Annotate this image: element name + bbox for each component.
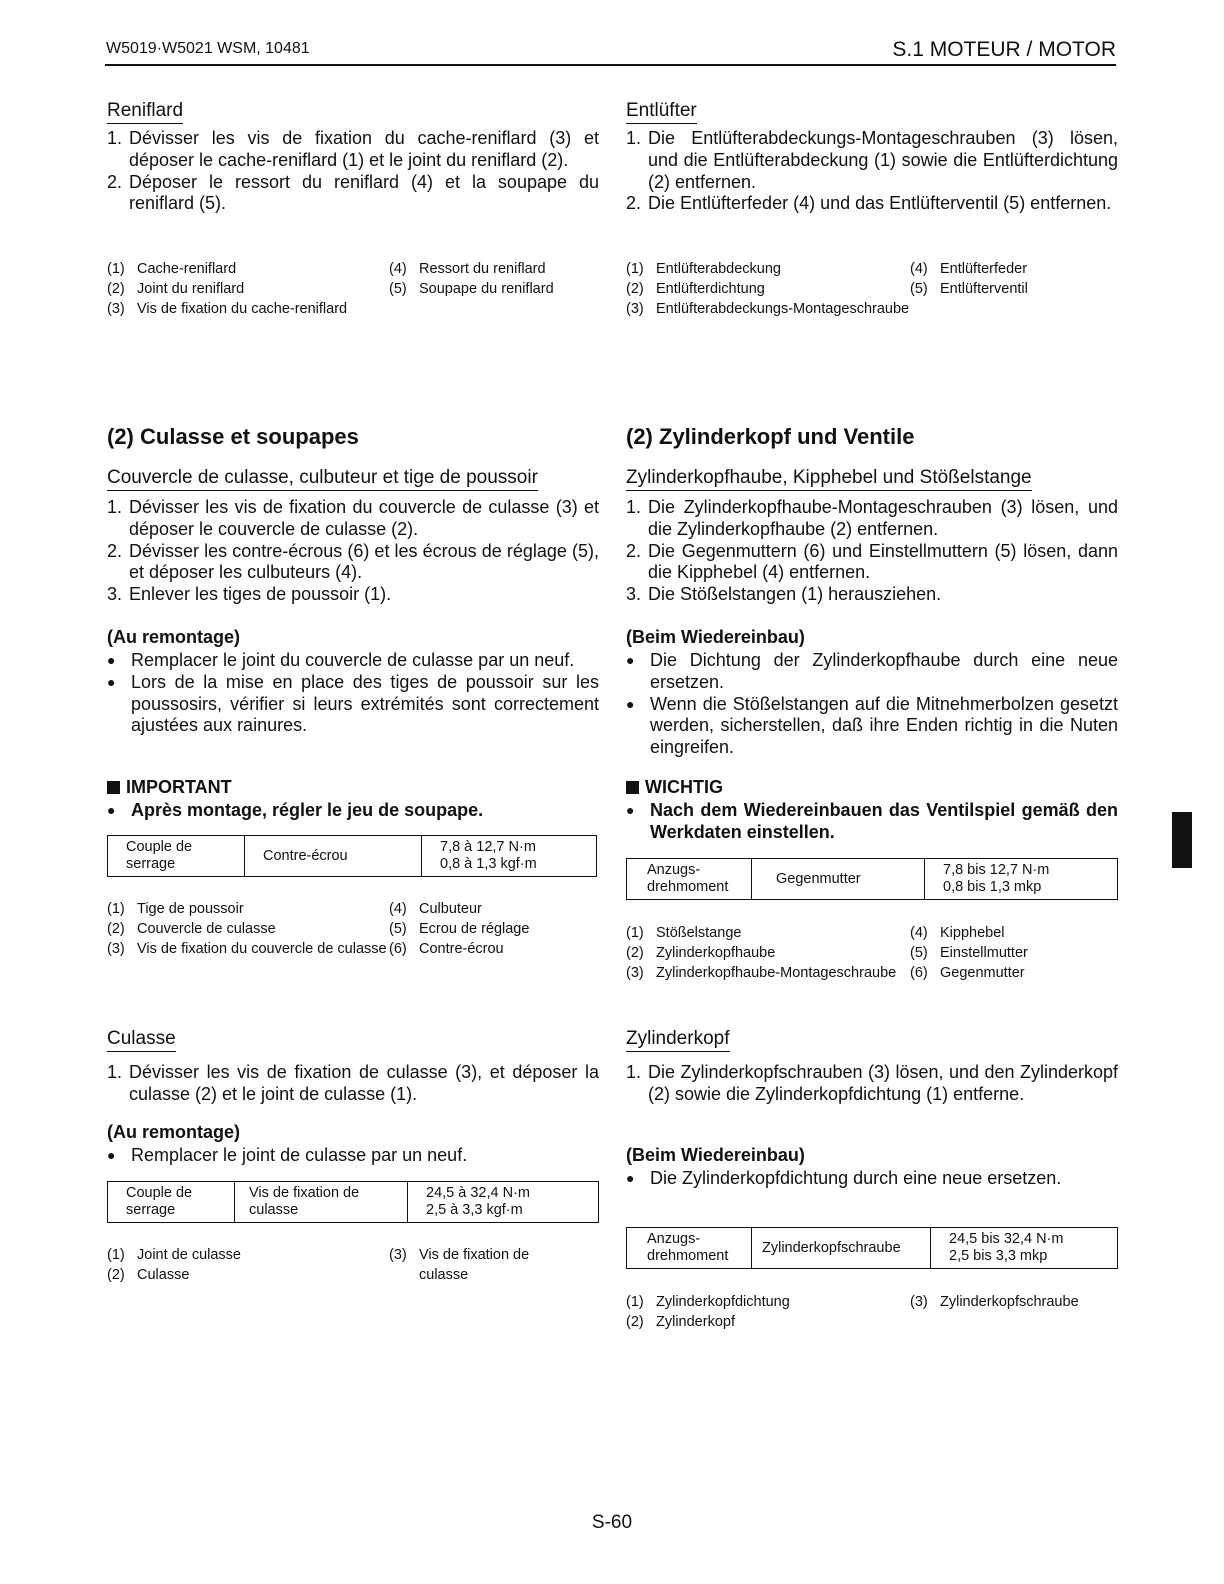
- bullet-text: Lors de la mise en place des tiges de poussoir sur les poussosirs, vérifier si leurs extrémités sont correctement ajustées aux rainures.: [131, 671, 599, 736]
- header-rule: [105, 64, 1116, 66]
- torque-part: Vis de fixation de culasse: [235, 1182, 408, 1223]
- legend-text: Zylinderkopfschraube: [940, 1294, 1079, 1310]
- torque-part: Zylinderkopfschraube: [752, 1228, 931, 1269]
- bullet-icon: ●: [626, 802, 635, 818]
- legend-right: [389, 259, 554, 319]
- legend-item: [910, 943, 1028, 963]
- remontage-heading: (Beim Wiedereinbau): [626, 627, 805, 647]
- step-item: [626, 541, 1118, 585]
- legend-text: Zylinderkopf: [656, 1314, 735, 1330]
- legend-item: [910, 923, 1028, 943]
- step-item: [626, 1062, 1118, 1106]
- legend-number: (5): [389, 281, 407, 297]
- legend-number: (2): [626, 1314, 644, 1330]
- legend-right: [389, 899, 529, 959]
- step-number: 1.: [107, 497, 123, 517]
- legend-text: Zylinderkopfhaube-Montageschraube: [656, 965, 897, 981]
- legend-text: Zylinderkopfdichtung: [656, 1294, 790, 1310]
- torque-value-mkp: 2,5 bis 3,3 mkp: [949, 1248, 1048, 1264]
- important-bullets: [107, 800, 599, 822]
- legend-text: Entlüfterabdeckungs-Montageschraube: [656, 301, 910, 317]
- torque-value-nm: 24,5 à 32,4 N·m: [426, 1185, 530, 1201]
- legend-number: (2): [107, 921, 125, 937]
- legend-number: (1): [107, 261, 125, 277]
- bullet-icon: ●: [107, 652, 116, 668]
- reniflard-steps: [107, 128, 599, 215]
- step-text: Dévisser les vis de fixation du cache-reniflard (3) et déposer le cache-reniflard (1) et le joint du reniflard (2).: [129, 128, 599, 170]
- remontage-bullets: [107, 650, 599, 737]
- legend-number: (3): [910, 1294, 928, 1310]
- legend-left: [626, 259, 910, 319]
- legend-text: Joint du reniflard: [137, 281, 245, 297]
- bullet-text: Wenn die Stößelstangen auf die Mitnehmerbolzen gesetzt werden, sicherstellen, daß ihre Enden richtig in die Nuten eingreifen.: [650, 693, 1118, 758]
- legend-number: (5): [910, 945, 928, 961]
- legend-item: [107, 259, 389, 279]
- legend-text: Gegenmutter: [940, 965, 1025, 981]
- legend-item: [107, 1265, 389, 1285]
- step-number: 3.: [626, 584, 642, 605]
- torque-label: Anzugs-drehmoment: [627, 859, 752, 900]
- torque-table: [626, 858, 1118, 900]
- step-item: [107, 1062, 599, 1106]
- bullet-icon: ●: [626, 652, 635, 668]
- legend-number: (1): [626, 261, 644, 277]
- culasse-legend: [107, 1245, 599, 1285]
- step-item: [626, 128, 1118, 193]
- legend-number: (3): [626, 301, 644, 317]
- step-text: Die Entlüfterabdeckungs-Montageschrauben (3) lösen, und die Entlüfterabdeckung (1) sowie die Entlüfterdichtung (2) entfernen.: [648, 128, 1118, 192]
- step-number: 1.: [626, 1062, 642, 1082]
- haube-legend: [626, 923, 1118, 983]
- legend-item: [626, 1292, 910, 1312]
- step-text: Dévisser les vis de fixation de culasse (3), et déposer la culasse (2) et le joint de culasse (1).: [129, 1062, 599, 1104]
- reniflard-section: [107, 100, 599, 215]
- culasse-title: Culasse: [107, 1028, 176, 1052]
- legend-item: [389, 279, 554, 299]
- bullet-item: [626, 1168, 1118, 1190]
- step-number: 3.: [107, 584, 123, 605]
- torque-value-mkp: 0,8 bis 1,3 mkp: [943, 879, 1042, 895]
- step-text: Die Entlüfterfeder (4) und das Entlüfterventil (5) entfernen.: [648, 193, 1112, 214]
- legend-number: (2): [107, 1267, 125, 1283]
- legend-text: Entlüfterdichtung: [656, 281, 765, 297]
- legend-number: (5): [910, 281, 928, 297]
- torque-part: Contre-écrou: [245, 836, 422, 877]
- legend-right: [910, 923, 1028, 983]
- legend-left: [107, 899, 389, 959]
- legend-text: Kipphebel: [940, 925, 1005, 941]
- step-item: [107, 172, 599, 216]
- torque-values: [925, 859, 1118, 900]
- reniflard-title: Reniflard: [107, 100, 183, 124]
- legend-left: [626, 1292, 910, 1332]
- bullet-item: [107, 650, 599, 672]
- legend-item: [107, 299, 389, 319]
- legend-text: Stößelstange: [656, 925, 742, 941]
- bullet-text: Die Zylinderkopfdichtung durch eine neue ersetzen.: [650, 1168, 1062, 1188]
- bullet-icon: ●: [626, 695, 635, 712]
- legend-text: Culbuteur: [419, 901, 482, 917]
- legend-item: [389, 899, 529, 919]
- bullet-text: Remplacer le joint du couvercle de culasse par un neuf.: [131, 650, 575, 670]
- legend-right: [389, 1245, 559, 1285]
- torque-table: [626, 1227, 1118, 1269]
- legend-item: [626, 279, 910, 299]
- legend-left: [107, 259, 389, 319]
- legend-left: [107, 1245, 389, 1285]
- legend-text: Vis de fixation de culasse: [419, 1247, 530, 1283]
- legend-item: [910, 259, 1028, 279]
- step-item: [107, 541, 599, 585]
- legend-item: [389, 919, 529, 939]
- torque-label: Anzugs-drehmoment: [627, 1228, 752, 1269]
- legend-text: Ecrou de réglage: [419, 921, 530, 937]
- legend-right: [910, 1292, 1079, 1332]
- step-number: 1.: [626, 497, 642, 517]
- page-number: S-60: [591, 1512, 633, 1533]
- legend-item: [389, 259, 554, 279]
- step-number: 1.: [626, 128, 642, 148]
- legend-number: (1): [626, 1294, 644, 1310]
- step-text: Die Gegenmuttern (6) und Einstellmuttern (5) lösen, dann die Kipphebel (4) entfernen.: [648, 540, 1118, 583]
- haube-title: Zylinderkopfhaube, Kipphebel und Stößelstange: [626, 467, 1032, 491]
- remontage-heading: (Beim Wiedereinbau): [626, 1145, 805, 1165]
- wichtig-block: [626, 776, 1118, 844]
- entlufter-legend: [626, 259, 1118, 319]
- zylinderkopf-title: Zylinderkopf: [626, 1028, 730, 1052]
- legend-number: (2): [626, 281, 644, 297]
- important-label: WICHTIG: [645, 777, 723, 797]
- step-number: 1.: [107, 1062, 123, 1082]
- legend-item: [107, 279, 389, 299]
- legend-item: [107, 1245, 389, 1265]
- bullet-text: Remplacer le joint de culasse par un neuf.: [131, 1145, 468, 1165]
- legend-item: [626, 943, 910, 963]
- legend-item: [910, 1292, 1079, 1312]
- legend-item: [910, 279, 1028, 299]
- couvercle-steps: [107, 497, 599, 606]
- legend-item: [910, 963, 1028, 983]
- step-number: 2.: [626, 540, 642, 561]
- legend-item: [626, 299, 910, 319]
- bullet-icon: ●: [107, 1147, 116, 1163]
- couvercle-section: [107, 467, 599, 606]
- step-number: 2.: [107, 540, 123, 561]
- legend-text: Zylinderkopfhaube: [656, 945, 776, 961]
- section-title-zylinderkopf-ventile: (2) Zylinderkopf und Ventile: [626, 424, 915, 449]
- bullet-text: Nach dem Wiedereinbauen das Ventilspiel gemäß den Werkdaten einstellen.: [650, 800, 1118, 842]
- step-item: [107, 128, 599, 172]
- legend-right: [910, 259, 1028, 319]
- legend-number: (3): [389, 1247, 407, 1263]
- step-item: [626, 584, 1118, 606]
- remontage-bullets: [626, 650, 1118, 759]
- torque-table: [107, 1181, 599, 1223]
- legend-left: [626, 923, 910, 983]
- remontage-bullets: [626, 1168, 1118, 1190]
- header-right: S.1 MOTEUR / MOTOR: [892, 38, 1116, 61]
- bullet-item: [626, 800, 1118, 844]
- zylinderkopf-remontage: [626, 1144, 1118, 1190]
- bullet-item: [626, 650, 1118, 694]
- sidebar-tab: [1172, 812, 1192, 868]
- torque-part: Gegenmutter: [752, 859, 925, 900]
- legend-text: Vis de fixation du cache-reniflard: [137, 301, 348, 317]
- culasse-remontage: [107, 1121, 599, 1167]
- legend-item: [626, 259, 910, 279]
- torque-table: [107, 835, 597, 877]
- legend-number: (1): [626, 925, 644, 941]
- legend-text: Cache-reniflard: [137, 261, 237, 277]
- culasse-section: [107, 1028, 599, 1106]
- torque-values: [422, 836, 597, 877]
- step-number: 2.: [626, 193, 642, 214]
- legend-number: (3): [107, 301, 125, 317]
- torque-value-nm: 7,8 bis 12,7 N·m: [943, 862, 1050, 878]
- culasse-steps: [107, 1062, 599, 1106]
- step-number: 1.: [107, 128, 123, 148]
- zylinderkopf-legend: [626, 1292, 1118, 1332]
- haube-section: [626, 467, 1118, 606]
- legend-number: (3): [626, 965, 644, 981]
- bullet-icon: ●: [107, 673, 116, 690]
- step-item: [626, 497, 1118, 541]
- legend-number: (2): [626, 945, 644, 961]
- legend-item: [107, 919, 389, 939]
- bullet-item: [107, 672, 599, 737]
- torque-values: [931, 1228, 1118, 1269]
- legend-text: Contre-écrou: [419, 941, 504, 957]
- legend-text: Entlüfterventil: [940, 281, 1028, 297]
- remontage-heading: (Au remontage): [107, 627, 241, 647]
- important-block: [107, 776, 599, 822]
- legend-text: Ressort du reniflard: [419, 261, 546, 277]
- legend-item: [626, 1312, 910, 1332]
- step-item: [626, 193, 1118, 215]
- legend-text: Soupape du reniflard: [419, 281, 554, 297]
- remontage-bullets: [107, 1145, 599, 1167]
- legend-number: (6): [910, 965, 928, 981]
- torque-label: Couple de serrage: [108, 1182, 235, 1223]
- step-item: [107, 497, 599, 541]
- legend-item: [626, 923, 910, 943]
- important-bullets: [626, 800, 1118, 844]
- bullet-text: Die Dichtung der Zylinderkopfhaube durch eine neue ersetzen.: [650, 650, 1118, 692]
- legend-number: (1): [107, 1247, 125, 1263]
- step-text: Dévisser les vis de fixation du couvercle de culasse (3) et déposer le couvercle de culasse (2).: [129, 497, 599, 539]
- torque-value-nm: 7,8 à 12,7 N·m: [440, 839, 536, 855]
- bullet-item: [626, 694, 1118, 759]
- haube-steps: [626, 497, 1118, 606]
- legend-item: [389, 939, 529, 959]
- legend-item: [107, 899, 389, 919]
- step-text: Die Stößelstangen (1) herausziehen.: [648, 584, 942, 605]
- remontage-heading: (Au remontage): [107, 1122, 241, 1142]
- torque-value-kgf: 2,5 à 3,3 kgf·m: [426, 1202, 523, 1218]
- legend-text: Entlüfterabdeckung: [656, 261, 781, 277]
- legend-text: Culasse: [137, 1267, 190, 1283]
- step-text: Enlever les tiges de poussoir (1).: [129, 584, 392, 605]
- bullet-icon: ●: [626, 1170, 635, 1186]
- step-text: Die Zylinderkopfhaube-Montageschrauben (3) lösen, und die Zylinderkopfhaube (2) entfernen.: [648, 497, 1118, 539]
- important-label: IMPORTANT: [126, 777, 232, 797]
- zylinderkopf-steps: [626, 1062, 1118, 1106]
- section-title-culasse-soupapes: (2) Culasse et soupapes: [107, 424, 359, 449]
- legend-text: Einstellmutter: [940, 945, 1028, 961]
- step-item: [107, 584, 599, 606]
- bullet-icon: ●: [107, 802, 116, 818]
- couvercle-legend: [107, 899, 599, 959]
- reniflard-legend: [107, 259, 599, 319]
- couvercle-title: Couvercle de culasse, culbuteur et tige de poussoir: [107, 467, 538, 491]
- entlufter-section: [626, 100, 1118, 215]
- legend-item: [107, 939, 389, 959]
- legend-number: (4): [910, 925, 928, 941]
- legend-number: (5): [389, 921, 407, 937]
- legend-text: Vis de fixation du couvercle de culasse: [137, 941, 387, 957]
- legend-number: (3): [107, 941, 125, 957]
- step-text: Déposer le ressort du reniflard (4) et la soupape du reniflard (5).: [129, 171, 599, 214]
- entlufter-title: Entlüfter: [626, 100, 697, 124]
- legend-number: (1): [107, 901, 125, 917]
- legend-item: [626, 963, 910, 983]
- couvercle-remontage: [107, 626, 599, 737]
- torque-value-kgf: 0,8 à 1,3 kgf·m: [440, 856, 537, 872]
- legend-number: (4): [389, 901, 407, 917]
- legend-item: [389, 1245, 559, 1285]
- legend-number: (4): [389, 261, 407, 277]
- legend-text: Entlüfterfeder: [940, 261, 1028, 277]
- bullet-item: [107, 800, 599, 822]
- legend-number: (6): [389, 941, 407, 957]
- legend-number: (2): [107, 281, 125, 297]
- step-text: Die Zylinderkopfschrauben (3) lösen, und den Zylinderkopf (2) sowie die Zylinderkopfdichtung (1) entferne.: [648, 1062, 1118, 1104]
- zylinderkopf-section: [626, 1028, 1118, 1106]
- legend-number: (4): [910, 261, 928, 277]
- legend-text: Joint de culasse: [137, 1247, 241, 1263]
- header-left: W5019·W5021 WSM, 10481: [106, 40, 310, 57]
- torque-value-nm: 24,5 bis 32,4 N·m: [949, 1231, 1064, 1247]
- bullet-item: [107, 1145, 599, 1167]
- legend-text: Tige de poussoir: [137, 901, 244, 917]
- step-number: 2.: [107, 171, 123, 192]
- torque-values: [408, 1182, 599, 1223]
- entlufter-steps: [626, 128, 1118, 215]
- important-square-icon: [107, 781, 120, 794]
- bullet-text: Après montage, régler le jeu de soupape.: [131, 800, 484, 820]
- haube-remontage: [626, 626, 1118, 759]
- legend-text: Couvercle de culasse: [137, 921, 276, 937]
- important-square-icon: [626, 781, 639, 794]
- step-text: Dévisser les contre-écrous (6) et les écrous de réglage (5), et déposer les culbuteurs (4).: [129, 540, 599, 583]
- torque-label: Couple de serrage: [108, 836, 245, 877]
